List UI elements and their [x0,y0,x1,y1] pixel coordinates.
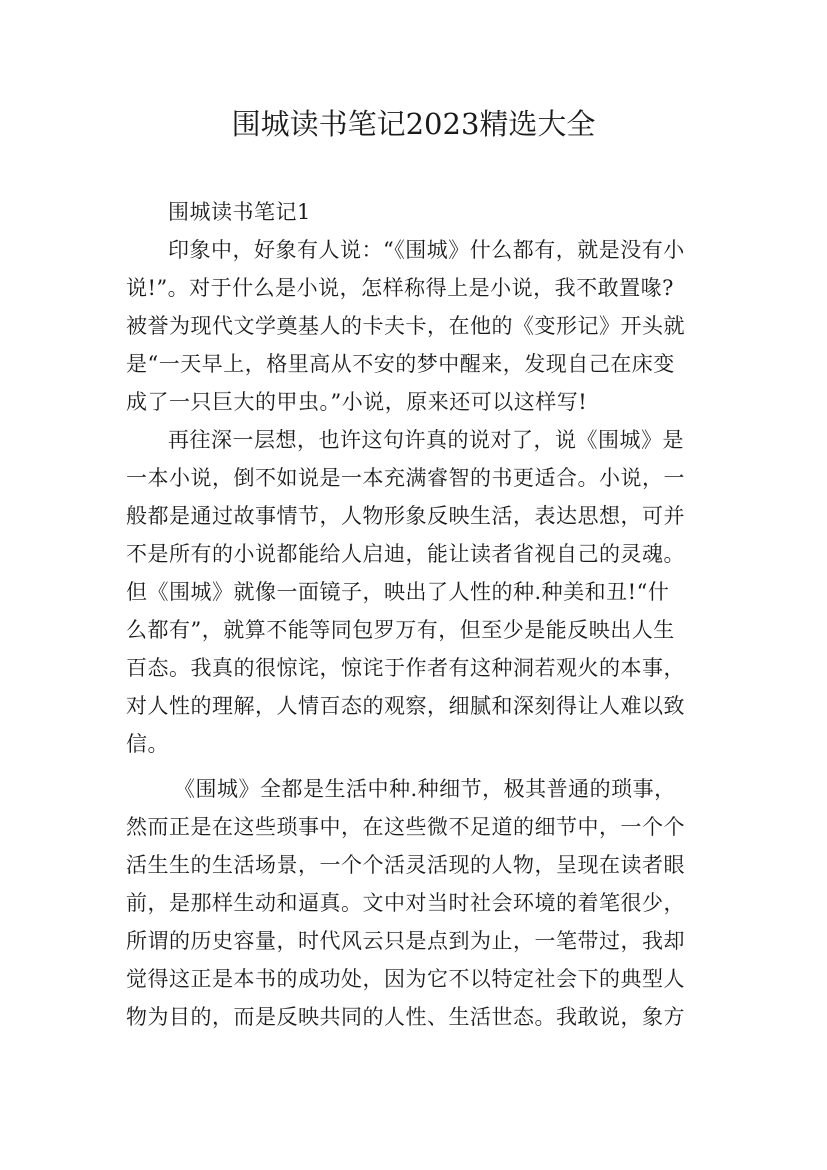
paragraph-3-line: 然而正是在这些琐事中，在这些微不足道的细节中，一个个 [126,815,685,839]
paragraph-2-line: 但《围城》就像一面镜子，映出了人性的种.种美和丑!“什 [126,580,670,604]
paragraph-2-line: 对人性的理解，人情百态的观察，细腻和深刻得让人难以致 [126,694,685,718]
paragraph-1 [126,231,711,421]
paragraph-2-line: 不是所有的小说都能给人启迪，能让读者省视自己的灵魂。 [126,542,685,566]
paragraph-2-line: 一本小说，倒不如说是一本充满睿智的书更适合。小说，一 [126,466,685,490]
paragraph-3 [126,770,711,1036]
paragraph-2-line: 般都是通过故事情节，人物形象反映生活，表达思想，可并 [126,504,685,528]
paragraph-2-line: 再往深一层想，也许这句许真的说对了，说《围城》是 [168,428,684,452]
paragraph-3-line: 《围城》全都是生活中种.种细节，极其普通的琐事， [174,777,676,801]
paragraph-3-line: 物为目的，而是反映共同的人性、生活世态。我敢说，象方 [126,1005,685,1029]
paragraph-2 [126,421,711,763]
paragraph-2-line: 么都有”，就算不能等同包罗万有，但至少是能反映出人生 [126,618,675,642]
paragraph-2-line: 信。 [126,732,169,756]
document-title: 围城读书笔记2023精选大全 [231,107,596,141]
paragraph-3-line: 觉得这正是本书的成功处，因为它不以特定社会下的典型人 [126,967,685,991]
paragraph-1-line: 成了一只巨大的甲虫。”小说，原来还可以这样写! [126,390,588,414]
paragraph-3-line: 所谓的历史容量，时代风云只是点到为止，一笔带过，我却 [126,929,685,953]
paragraph-1-line: 是“一天早上，格里高从不安的梦中醒来，发现自己在床变 [126,352,675,376]
paragraph-1-line: 被誉为现代文学奠基人的卡夫卡，在他的《变形记》开头就 [126,314,685,338]
paragraph-2-line: 百态。我真的很惊诧，惊诧于作者有这种洞若观火的本事， [126,656,685,680]
section-heading: 围城读书笔记1 [168,200,311,224]
paragraph-3-line: 活生生的生活场景，一个个活灵活现的人物，呈现在读者眼 [126,853,685,877]
paragraph-1-line: 说!”。对于什么是小说，怎样称得上是小说，我不敢置喙? [126,276,674,300]
paragraph-3-line: 前，是那样生动和逼真。文中对当时社会环境的着笔很少， [126,891,685,915]
paragraph-1-line: 印象中，好象有人说：“《围城》什么都有，就是没有小 [168,238,685,262]
